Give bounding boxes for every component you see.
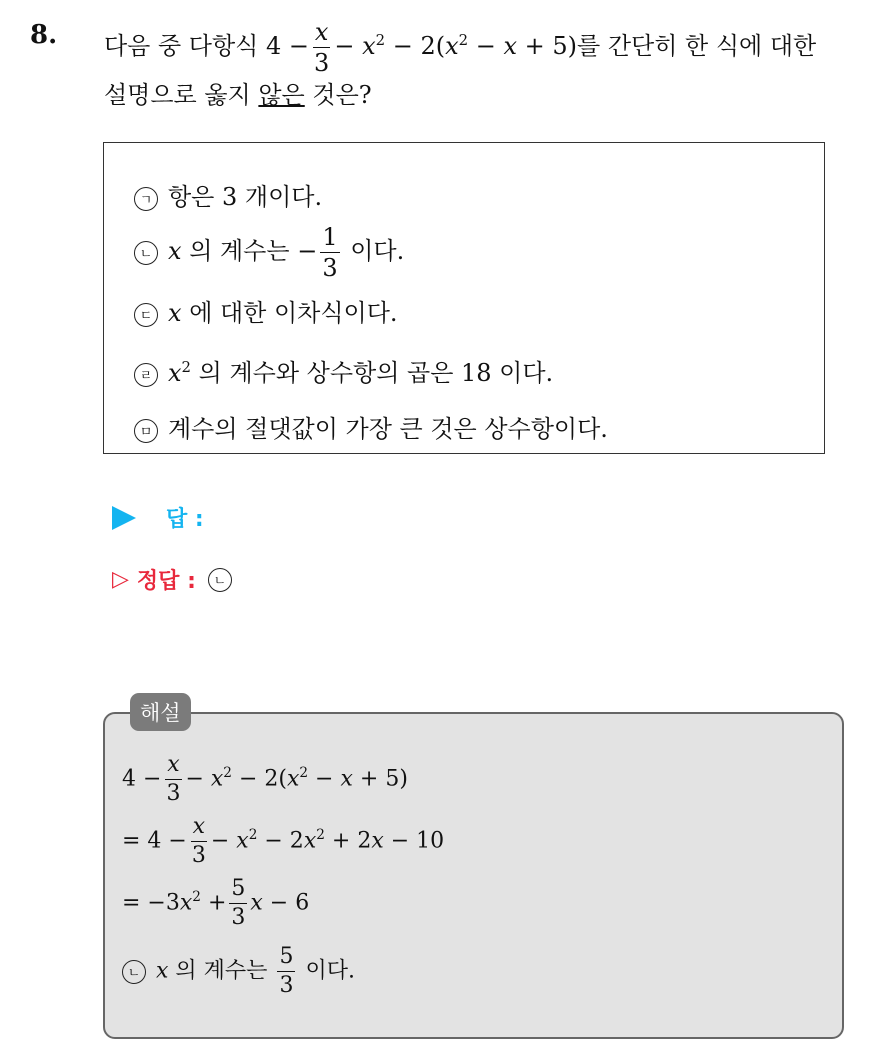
outline-triangle-icon: ▷ xyxy=(112,567,129,592)
question-text: 다음 중 다항식 4 − $\frac{x}{3}$ − $x^2 - 2(x^2 - x + 5)$를 간단히 한 식에 대한 xyxy=(104,18,817,77)
polynomial-expression: 4 − $\frac{x}{3}$ − $x^2 - 2(x^2 - x + 5)$ xyxy=(266,18,578,77)
explanation-line-3: = $-3x^2$ + $\frac{5}{3}$ x − 6 xyxy=(122,876,310,930)
circled-marker-icon: ㅁ xyxy=(134,419,158,443)
emphasis-underline: 않은 xyxy=(258,81,305,109)
choice-5[interactable]: ㅁ 계수의 절댓값이 가장 큰 것은 상수항이다. xyxy=(134,409,608,444)
circled-marker-icon: ㄴ xyxy=(134,241,158,265)
circled-marker-icon: ㄷ xyxy=(134,303,158,327)
correct-answer-line: ▷ 정답 : ㄴ xyxy=(112,564,242,595)
question-text-line2: 설명으로 옳지 않은 것은? xyxy=(104,81,372,109)
explanation-conclusion: ㄴ x 의 계수는 $\frac{5}{3}$ 이다. xyxy=(122,946,355,997)
explanation-line-1: 4 − $\frac{x}{3}$ − $x^2 - 2(x^2 - x + 5)$ xyxy=(122,752,408,806)
choice-4[interactable]: ㄹ $x^2$ 의 계수와 상수항의 곱은 18 이다. xyxy=(134,353,553,388)
answer-line: 답 : xyxy=(112,502,204,533)
circled-marker-icon: ㄱ xyxy=(134,187,158,211)
choices-box xyxy=(103,142,825,454)
choice-2[interactable]: ㄴ x 의 계수는 − $\frac{1}{3}$ 이다. xyxy=(134,225,404,280)
choice-3[interactable]: ㄷ x 에 대한 이차식이다. xyxy=(134,293,398,328)
circled-marker-icon: ㄴ xyxy=(208,568,232,592)
filled-triangle-icon xyxy=(112,506,136,530)
explanation-tag: 해설 xyxy=(130,693,191,731)
circled-marker-icon: ㄴ xyxy=(122,960,146,984)
question-number: 8. xyxy=(30,20,58,50)
choice-1[interactable]: ㄱ 항은 3 개이다. xyxy=(134,177,322,212)
circled-marker-icon: ㄹ xyxy=(134,363,158,387)
explanation-line-2: = 4 − $\frac{x}{3}$ − $x^2 - 2x^2 + 2x - 10$ xyxy=(122,814,445,868)
